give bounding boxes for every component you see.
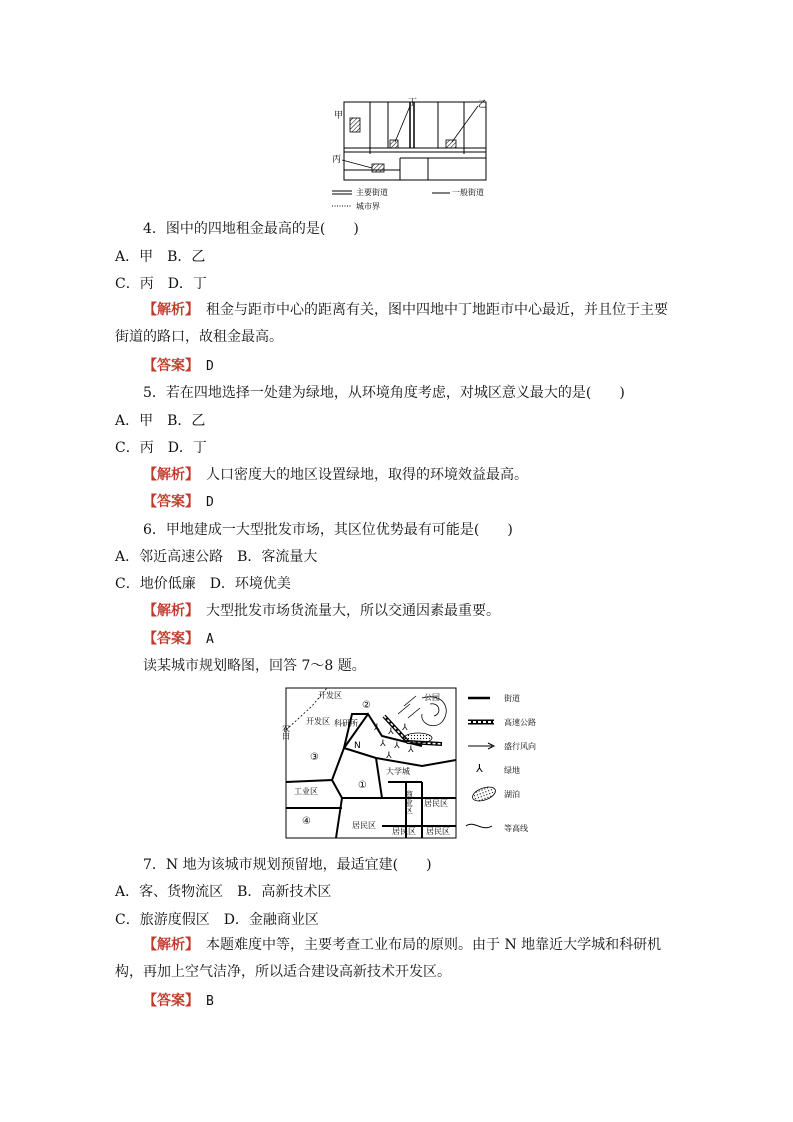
label-juminqu-b: 居民区 [352, 821, 376, 830]
label-yi: 乙 [478, 100, 488, 110]
answer-tag: 【答案】 [143, 993, 192, 1009]
parcel-bing [372, 164, 384, 172]
q7-answer [143, 991, 214, 1012]
q5-stem: 5．若在四地选择一处建为绿地，从环境角度考虑，对城区意义最大的是( ) [143, 385, 625, 401]
q7-analysis-text: 本题难度中等，主要考查工业布局的原则。由于 N 地靠近大学城和科研机构，再加上空气洁净，所以适合建设高新技术开发区。 [115, 937, 662, 980]
legend-green-icon: ⅄ [476, 762, 483, 775]
label-gongyuan: 公园 [424, 693, 440, 702]
label-keyansuo: 科研所 [334, 719, 358, 728]
q6-options-cd: C．地价低廉 D．环境优美 [115, 576, 291, 592]
legend-green: 绿地 [504, 766, 520, 775]
legend-general-street: 一般街道 [452, 188, 484, 197]
q4-analysis [115, 297, 680, 351]
label-bing: 丙 [332, 155, 342, 165]
q5-answer-value: D [206, 495, 214, 510]
q6-options-ab: A．邻近高速公路 B．客流量大 [115, 549, 318, 565]
lake [404, 733, 432, 743]
q6-answer [143, 629, 214, 650]
label-juminqu-c: 居民区 [392, 827, 416, 836]
parcel-ding [390, 140, 398, 148]
label-daxuecheng: 大学城 [386, 767, 410, 776]
q6-answer-value: A [206, 632, 214, 647]
intro-text: 读某城市规划略图，回答 7～8 题。 [143, 658, 366, 674]
label-ding: 丁 [408, 98, 418, 108]
q4-answer-value: D [206, 359, 214, 374]
q5-analysis-text: 人口密度大的地区设置绿地，取得的环境效益最高。 [206, 467, 528, 483]
svg-text:⅄: ⅄ [374, 723, 380, 733]
analysis-tag: 【解析】 [143, 937, 192, 953]
legend-city-boundary: 城市界 [356, 202, 380, 211]
q7-stem: 7．N 地为该城市规划预留地，最适宜建( ) [143, 857, 432, 873]
legend-main-street: 主要街道 [356, 188, 388, 197]
analysis-tag: 【解析】 [143, 603, 192, 619]
legend-street: 街道 [504, 694, 520, 703]
answer-tag: 【答案】 [143, 631, 192, 647]
label-circle-2: ② [362, 700, 371, 711]
q5-analysis [143, 465, 528, 485]
q6-stem: 6．甲地建成一大型批发市场，其区位优势最有可能是( ) [143, 522, 513, 538]
parcel-yi [446, 140, 456, 148]
analysis-tag: 【解析】 [143, 302, 192, 318]
label-circle-1: ① [358, 780, 367, 791]
label-juminqu-a: 居民区 [424, 799, 448, 808]
q7-options-ab: A．客、货物流区 B．高新技术区 [115, 884, 332, 900]
legend-wind: 盛行风向 [504, 742, 536, 751]
label-circle-3: ③ [310, 752, 319, 763]
q6-analysis [143, 601, 500, 621]
analysis-tag: 【解析】 [143, 467, 192, 483]
legend-contour: 等高线 [504, 824, 528, 833]
label-jia: 甲 [334, 111, 344, 121]
city-planning-map [272, 686, 544, 842]
svg-text:⅄: ⅄ [402, 723, 408, 733]
label-circle-4: ④ [302, 816, 311, 827]
svg-text:⅄: ⅄ [388, 727, 394, 737]
answer-tag: 【答案】 [143, 494, 192, 510]
q5-options-cd: C．丙 D．丁 [115, 440, 207, 456]
legend-lake: 湖泊 [504, 790, 520, 799]
q7-options-cd: C．旅游度假区 D．金融商业区 [115, 912, 319, 928]
label-juminqu-d: 居民区 [426, 827, 450, 836]
label-kaifaqu-top: 开发区 [318, 691, 342, 700]
q4-options-cd: C．丙 D．丁 [115, 276, 207, 292]
label-gongyequ: 工业区 [294, 787, 318, 796]
q4-stem: 4．图中的四地租金最高的是( ) [143, 221, 359, 237]
svg-text:⅄: ⅄ [380, 739, 386, 749]
q4-answer [143, 356, 214, 377]
label-nongtian: 农田 [281, 724, 291, 740]
svg-text:⅄: ⅄ [408, 745, 414, 755]
svg-text:⅄: ⅄ [394, 741, 400, 751]
parcel-jia [350, 118, 360, 132]
label-kaifaqu-left: 开发区 [306, 717, 330, 726]
q4-analysis-text: 租金与距市中心的距离有关，图中四地中丁地距市中心最近，并且位于主要街道的路口，故租金最高。 [115, 302, 668, 345]
svg-text:⅄: ⅄ [386, 751, 392, 761]
q4-options-ab: A．甲 B．乙 [115, 249, 206, 265]
legend-lake-icon [471, 784, 498, 803]
q7-answer-value: B [206, 994, 214, 1009]
legend-highway: 高速公路 [504, 718, 536, 727]
label-shangyequ: 商业区 [404, 790, 414, 814]
answer-tag: 【答案】 [143, 358, 192, 374]
q5-answer [143, 492, 214, 513]
q6-analysis-text: 大型批发市场货流量大，所以交通因素最重要。 [206, 603, 500, 619]
q7-analysis [115, 932, 680, 986]
legend-contour-icon [466, 824, 492, 827]
q5-options-ab: A．甲 B．乙 [115, 413, 206, 429]
street-map-figure [328, 96, 498, 216]
label-n: N [354, 741, 361, 751]
